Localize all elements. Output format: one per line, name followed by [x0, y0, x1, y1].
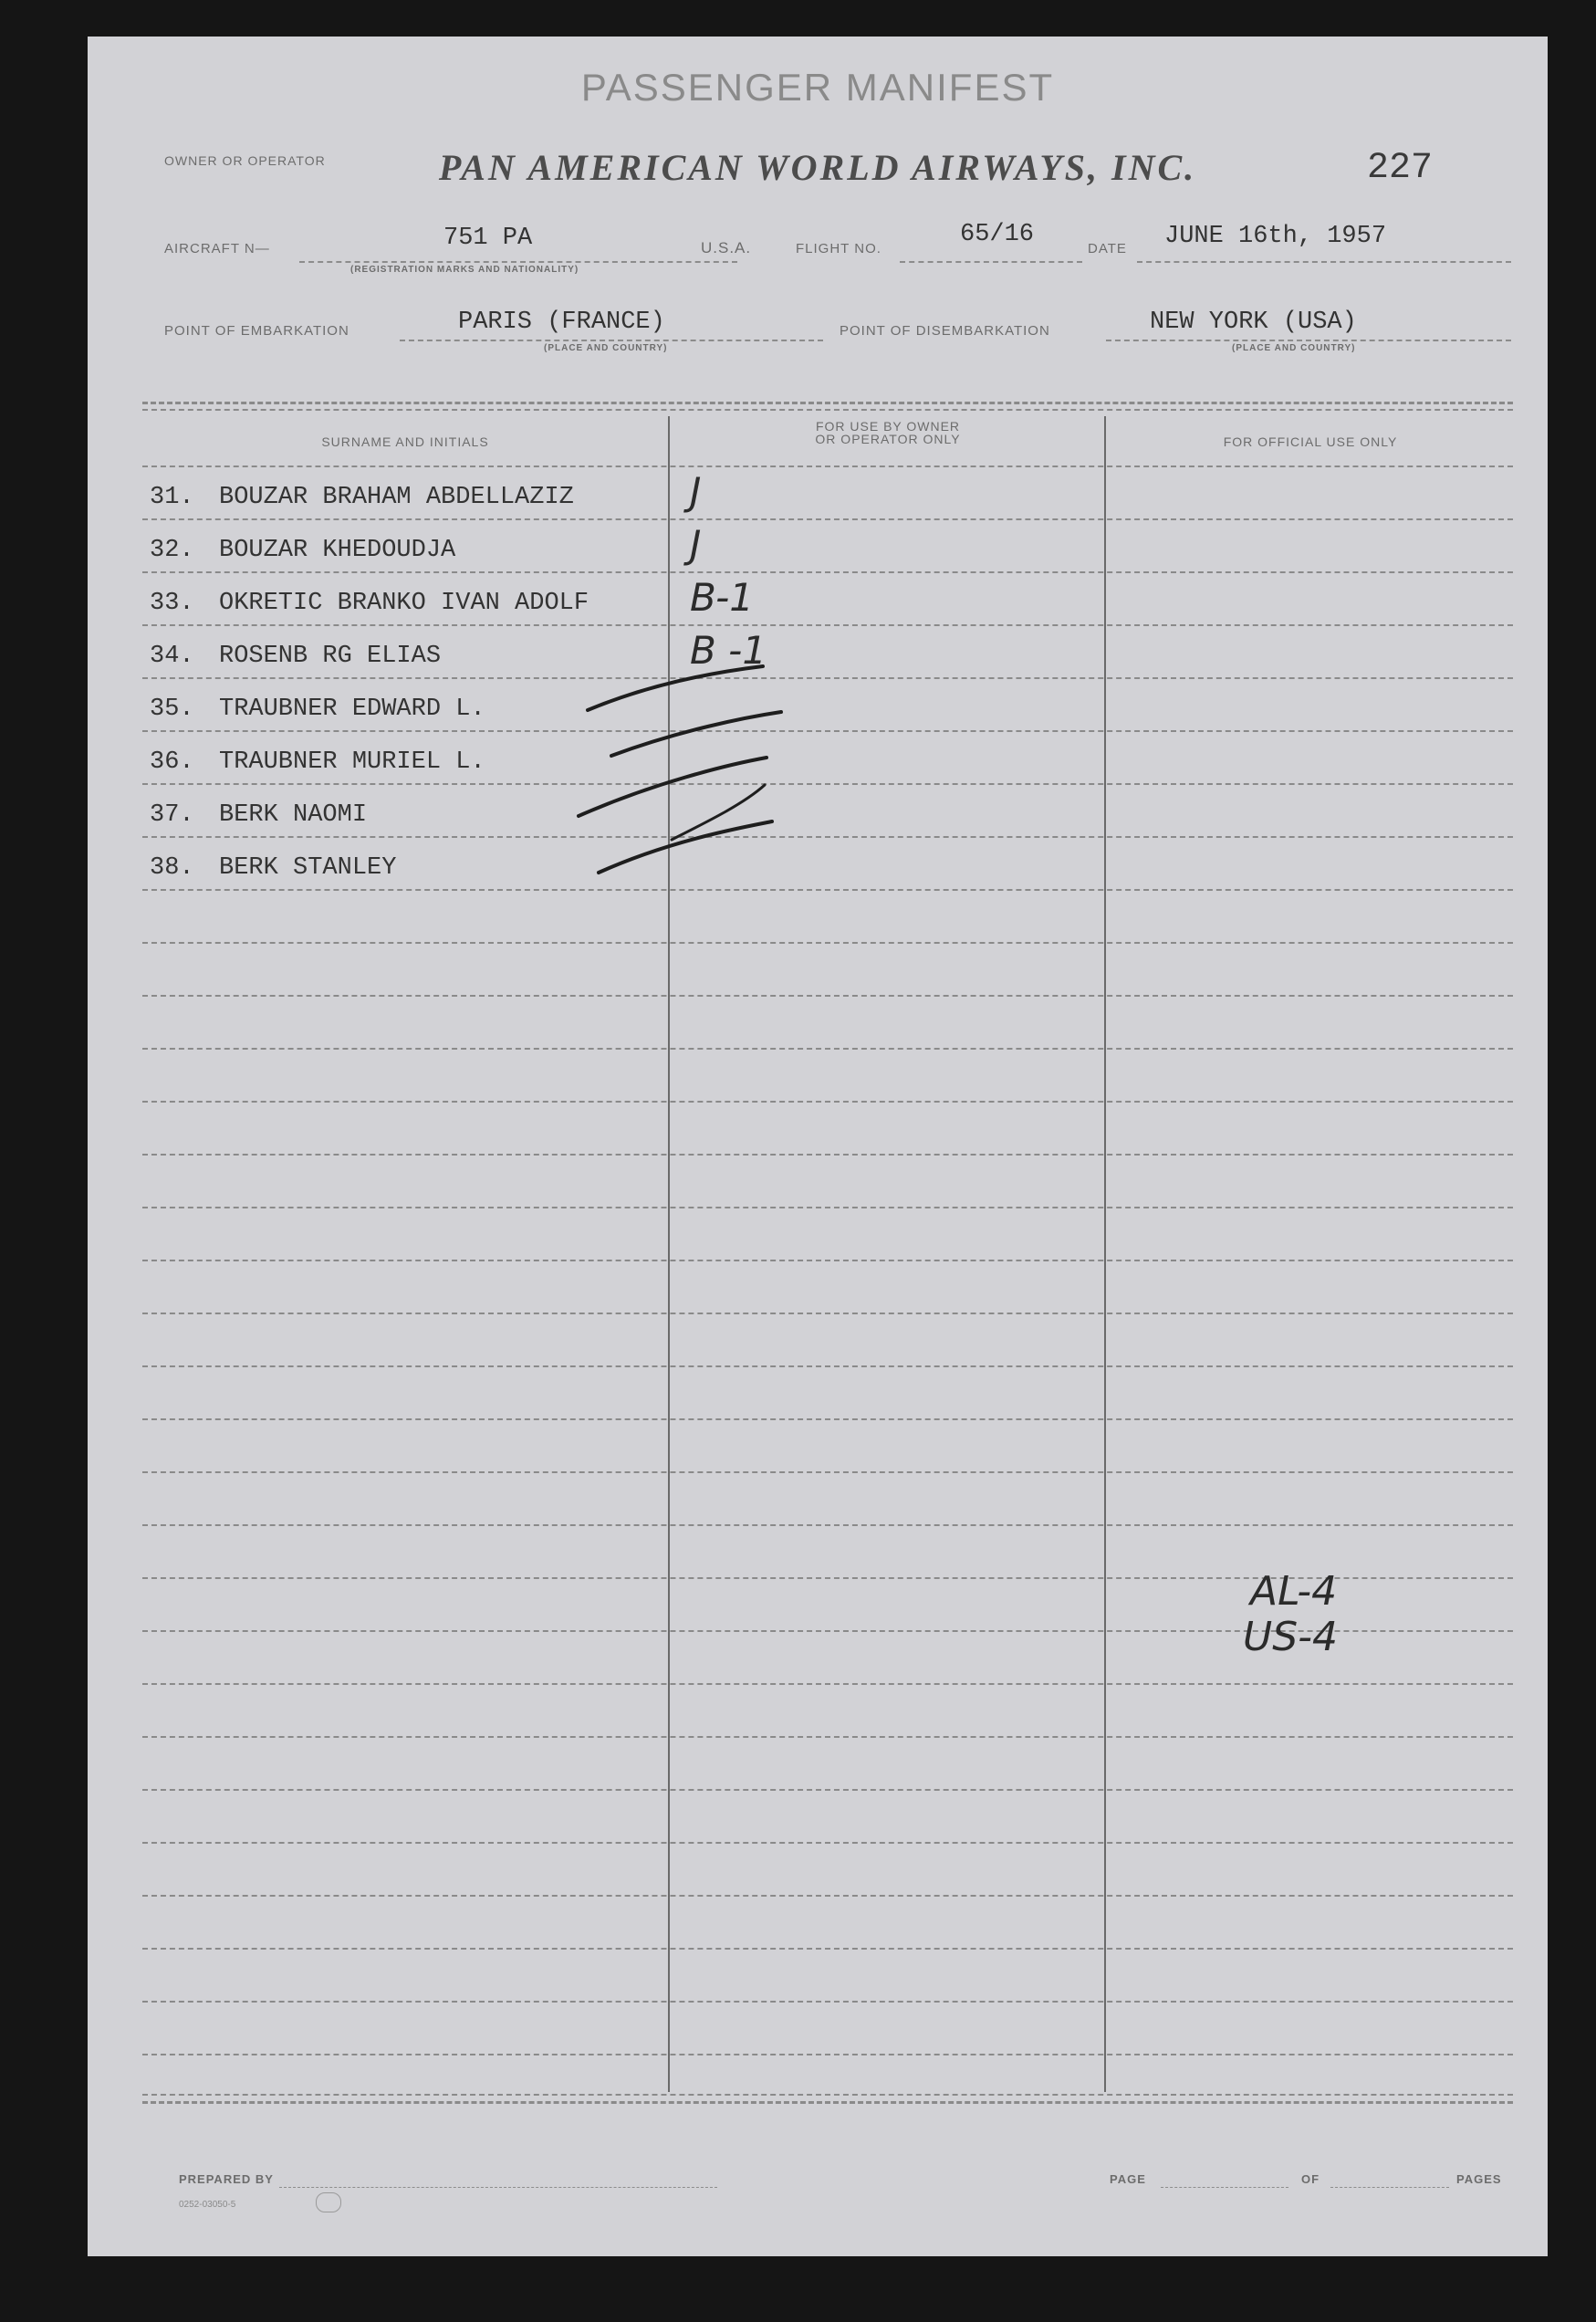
prepared-by-label: PREPARED BY [179, 2172, 274, 2186]
aircraft-label: AIRCRAFT N— [164, 241, 270, 256]
pages-label: PAGES [1456, 2172, 1502, 2186]
passenger-number: 35. [150, 696, 194, 723]
embarkation-value: PARIS (FRANCE) [458, 309, 665, 336]
passenger-number: 31. [150, 484, 194, 511]
passenger-name: BERK STANLEY [219, 854, 397, 882]
column-header-owner-line: FOR USE BY OWNER [815, 419, 961, 434]
passenger-name: ROSENB RG ELIAS [219, 643, 442, 670]
disembarkation-sublabel: (PLACE AND COUNTRY) [1232, 343, 1356, 353]
owner-label: OWNER OR OPERATOR [164, 153, 326, 168]
of-label: OF [1301, 2172, 1320, 2186]
passenger-name: BERK NAOMI [219, 801, 368, 829]
airline-name: PAN AMERICAN WORLD AIRWAYS, INC. [438, 147, 1197, 188]
registration-sublabel: (REGISTRATION MARKS AND NATIONALITY) [350, 265, 579, 275]
strike-marks [88, 37, 1548, 2256]
passenger-name: BOUZAR KHEDOUDJA [219, 537, 456, 564]
passenger-name: BOUZAR BRAHAM ABDELLAZIZ [219, 484, 574, 511]
passenger-mark: B -1 [690, 628, 767, 673]
embarkation-label: POINT OF EMBARKATION [164, 323, 349, 339]
strike-mark [579, 758, 767, 816]
passenger-number: 36. [150, 748, 194, 776]
official-note: US-4 [1243, 1614, 1339, 1660]
country-label: U.S.A. [701, 239, 752, 256]
embarkation-sublabel: (PLACE AND COUNTRY) [544, 343, 668, 353]
passenger-number: 33. [150, 590, 194, 617]
page-label: PAGE [1110, 2172, 1146, 2186]
disembarkation-value: NEW YORK (USA) [1150, 309, 1357, 336]
union-bug-icon [316, 2192, 341, 2212]
registration-value: 751 PA [443, 225, 533, 252]
strike-mark [588, 666, 763, 710]
passenger-name: TRAUBNER MURIEL L. [219, 748, 485, 776]
form-code: 0252-03050-5 [179, 2200, 236, 2210]
disembarkation-label: POINT OF DISEMBARKATION [840, 323, 1050, 339]
passenger-number: 32. [150, 537, 194, 564]
column-header-names: SURNAME AND INITIALS [321, 434, 489, 449]
column-header-owner-line: OR OPERATOR ONLY [815, 432, 961, 446]
flight-number: 65/16 [960, 221, 1035, 248]
passenger-number: 38. [150, 854, 194, 882]
passenger-name: TRAUBNER EDWARD L. [219, 696, 485, 723]
form-title: PASSENGER MANIFEST [580, 66, 1055, 109]
passenger-mark: B-1 [690, 575, 754, 620]
passenger-name: OKRETIC BRANKO IVAN ADOLF [219, 590, 589, 617]
passenger-mark: J [690, 522, 702, 567]
passenger-number: 34. [150, 643, 194, 670]
flight-date: JUNE 16th, 1957 [1164, 223, 1387, 250]
column-header-official: FOR OFFICIAL USE ONLY [1223, 434, 1398, 449]
strike-mark [611, 712, 781, 756]
passenger-mark: J [690, 469, 702, 514]
manifest-sheet [88, 37, 1548, 2256]
official-note: AL-4 [1250, 1568, 1338, 1615]
date-label: DATE [1088, 241, 1127, 256]
passenger-number: 37. [150, 801, 194, 829]
page-id: 227 [1367, 148, 1434, 189]
strike-mark [599, 821, 772, 873]
flight-label: FLIGHT NO. [796, 241, 881, 256]
